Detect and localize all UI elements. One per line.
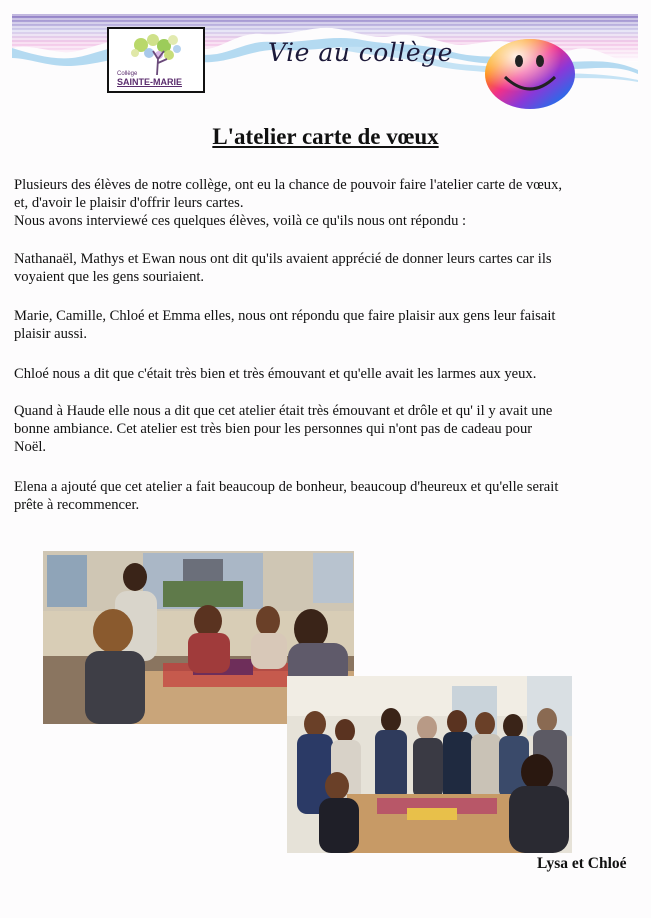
text-line: Marie, Camille, Chloé et Emma elles, nous ont répondu que faire plaisir aux gens leur faisait	[14, 308, 556, 324]
paragraph-chloe	[14, 365, 634, 383]
school-logo	[107, 27, 205, 93]
paragraph-haude	[14, 402, 634, 456]
banner-title: Vie au collège	[268, 38, 453, 67]
text-line: Nathanaël, Mathys et Ewan nous ont dit qu'ils avaient apprécié de donner leurs cartes car ils	[14, 251, 552, 267]
text-line: bonne ambiance. Cet atelier est très bien pour les personnes qui n'ont pas de cadeau pour	[14, 421, 533, 437]
tree-logo-icon	[111, 31, 201, 75]
text-line: et, d'avoir le plaisir d'offrir leurs cartes.	[14, 195, 244, 211]
text-line: Quand à Haude elle nous a dit que cet atelier était très émouvant et drôle et qu' il y avait une	[14, 403, 553, 419]
text-line: prête à recommencer.	[14, 497, 140, 513]
paragraph-elena	[14, 478, 634, 514]
paragraph-intro	[14, 176, 634, 230]
article-signature: Lysa et Chloé	[537, 855, 627, 872]
article-title: L'atelier carte de vœux	[212, 124, 439, 149]
text-line: Chloé nous a dit que c'était très bien et très émouvant et qu'elle avait les larmes aux yeux.	[14, 366, 537, 382]
logo-school-name: SAINTE-MARIE	[117, 77, 182, 87]
paragraph-marie	[14, 307, 634, 343]
text-line: Plusieurs des élèves de notre collège, ont eu la chance de pouvoir faire l'atelier carte de vœux,	[14, 177, 563, 193]
text-line: voyaient que les gens souriaient.	[14, 269, 205, 285]
text-line: Elena a ajouté que cet atelier a fait beaucoup de bonheur, beaucoup d'heureux et qu'elle serait	[14, 479, 559, 495]
workshop-photo-2	[287, 676, 572, 853]
paragraph-nathanael	[14, 250, 634, 286]
logo-caption: Collège	[117, 71, 138, 77]
text-line: Nous avons interviewé ces quelques élèves, voilà ce qu'ils nous ont répondu :	[14, 213, 467, 229]
text-line: Noël.	[14, 439, 47, 455]
text-line: plaisir aussi.	[14, 326, 87, 342]
rainbow-smiley-icon	[483, 37, 577, 111]
